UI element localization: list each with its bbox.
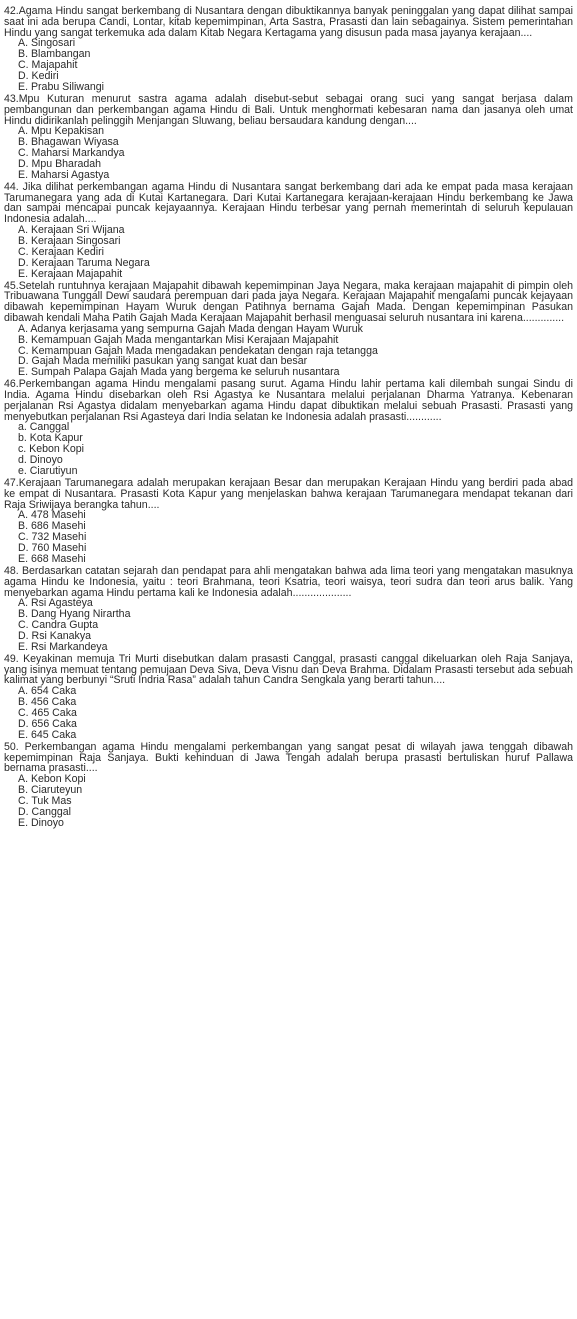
answer-options xyxy=(18,38,573,93)
question-47 xyxy=(4,478,573,565)
answer-option: D. Gajah Mada memiliki pasukan yang sangat kuat dan besar xyxy=(18,355,308,368)
answer-option: B. 686 Masehi xyxy=(18,520,86,533)
answer-options xyxy=(18,126,573,181)
question-46 xyxy=(4,379,573,477)
question-text: 46.Perkembangan agama Hindu mengalami pasang surut. Agama Hindu lahir pertama kali dilembah sungai Sindu di India. Agama Hindu disebarkan oleh Rsi Agastya ke Nusantara melalui perjalanan Dharma Yatranya. Kebenaran perjalanan Rsi Agastya didalam menyebarkan agama Hindu dapat dibuktikan melalui sebuah Prasasti. Prasasti yang menyebutkan perjalanan Rsi Agasteya dari India selatan ke Indonesia adalah prasasti............ xyxy=(4,378,573,423)
answer-option: C. 465 Caka xyxy=(18,707,77,720)
answer-option: a. Canggal xyxy=(18,421,70,434)
question-48 xyxy=(4,566,573,653)
answer-option: D. 656 Caka xyxy=(18,717,77,730)
answer-option: C. Kemampuan Gajah Mada mengadakan pendekatan dengan raja tetangga xyxy=(18,344,378,357)
answer-option: A. 654 Caka xyxy=(18,685,77,698)
answer-option: A. Rsi Agasteya xyxy=(18,597,93,610)
answer-option: C. Majapahit xyxy=(18,59,78,72)
answer-option: b. Kota Kapur xyxy=(18,432,83,445)
answer-options xyxy=(18,225,573,280)
question-text: 43.Mpu Kuturan menurut sastra agama adalah disebut-sebut sebagai orang suci yang sangat berjasa dalam pembangunan dan perkembangan agama Hindu di Bali. Untuk menghormati kebesaran nama dan jasanya oleh umat Hindu didirikanlah pelinggih Menjangan Sluwang, beliau bersaudara kandung dengan.... xyxy=(4,92,573,127)
answer-options xyxy=(18,598,573,653)
answer-option: D. Kediri xyxy=(18,70,59,83)
answer-option: C. Candra Gupta xyxy=(18,619,99,632)
answer-options xyxy=(18,686,573,741)
answer-option: B. Dang Hyang Nirartha xyxy=(18,608,131,621)
question-43 xyxy=(4,94,573,181)
question-text: 50. Perkembangan agama Hindu mengalami perkembangan yang sangat pesat di wilayah jawa tenggah dibawah kepemimpinan Raja Sanjaya. Bukti kehinduan di Jawa Tengah adalah berupa prasasti bertuliskan huruf Pallawa bernama prasasti.... xyxy=(4,740,573,775)
answer-option: E. 668 Masehi xyxy=(18,553,86,566)
question-44 xyxy=(4,182,573,280)
answer-option: E. Prabu Siliwangi xyxy=(18,81,104,94)
question-42 xyxy=(4,6,573,93)
answer-option: A. Kerajaan Sri Wijana xyxy=(18,224,125,237)
answer-options xyxy=(18,324,573,379)
answer-option: E. Rsi Markandeya xyxy=(18,640,108,653)
answer-option: A. Singosari xyxy=(18,37,76,50)
answer-option: B. Blambangan xyxy=(18,48,91,61)
question-text: 45.Setelah runtuhnya kerajaan Majapahit dibawah kepemimpinan Jaya Negara, maka kerajaan majapahit di pimpin oleh Tribuawana Tunggall Dewi saudara perempuan dari pada jaya Negara. Kerajaan Majapahit mengalami puncak kejayaan dibawah kepemimpinan Hayam Wuruk dengan Patihnya bernama Gajah Mada. Dengan kepemimpinan Pasukan dibawah kendali Maha Patih Gajah Mada Kerajaan Majapahit berhasil menguasai seluruh nusantara ini karena.............. xyxy=(4,279,573,324)
answer-option: D. Rsi Kanakya xyxy=(18,630,92,643)
answer-option: D. Mpu Bharadah xyxy=(18,158,102,171)
answer-option: D. 760 Masehi xyxy=(18,542,87,555)
answer-option: A. Kebon Kopi xyxy=(18,773,86,786)
answer-option: E. Maharsi Agastya xyxy=(18,168,110,181)
question-text: 44. Jika dilihat perkembangan agama Hindu di Nusantara sangat berkembang dari ada ke empat pada masa kerajaan Tarumanegara yang ada di Kutai Kartanegara. Dari Kutai Kartanegara kerajaan-kerajaan Hindu berkembang ke Jawa dan sampai mencapai puncak kejayaannya. Kerajaan Hindu terbesar yang pernah memerintah di seluruh kepulauan Indonesia adalah.... xyxy=(4,180,573,226)
answer-option: E. Kerajaan Majapahit xyxy=(18,267,123,280)
answer-option: B. Bhagawan Wiyasa xyxy=(18,136,119,149)
answer-option: e. Ciarutiyun xyxy=(18,465,78,478)
answer-option: B. Kerajaan Singosari xyxy=(18,234,121,247)
answer-option: A. Adanya kerjasama yang sempurna Gajah Mada dengan Hayam Wuruk xyxy=(18,322,363,335)
question-text: 47.Kerajaan Tarumanegara adalah merupakan kerajaan Besar dan merupakan Kerajaan Hindu yang berdiri pada abad ke empat di Nusantara. Prasasti Kota Kapur yang menjelaskan bahwa kerajaan Tarumanegara mendapat tekanan dari Raja Sriwijaya berangka tahun.... xyxy=(4,477,573,511)
question-45 xyxy=(4,281,573,379)
answer-option: A. 478 Masehi xyxy=(18,509,86,522)
question-49 xyxy=(4,654,573,741)
question-text: 48. Berdasarkan catatan sejarah dan pendapat para ahli mengatakan bahwa ada lima teori yang mengatakan masuknya agama Hindu ke Indonesia, yaitu : teori Brahmana, teori Ksatria, teori waisya, teori sudra dan teori arus balik. Yang menyebarkan agama Hindu pertama kali ke Indonesia adalah.................... xyxy=(4,564,573,599)
answer-option: B. Ciaruteyun xyxy=(18,784,83,797)
answer-options xyxy=(18,422,573,477)
answer-option: E. Sumpah Palapa Gajah Mada yang bergema ke seluruh nusantara xyxy=(18,366,340,379)
answer-option: c. Kebon Kopi xyxy=(18,443,84,456)
answer-option: E. 645 Caka xyxy=(18,728,77,741)
question-text: 42.Agama Hindu sangat berkembang di Nusantara dengan dibuktikannya banyak peninggalan yang dapat dilihat sampai saat ini ada berupa Candi, Lontar, kitab kepemimpinan, Arta Sastra, Prasasti dan lain sebagainya. Sistem pemerintahan Hindu yang sangat terkemuka ada dalam Kitab Negara Kertagama yang disusun pada masa jayanya kerajaan.... xyxy=(4,5,573,39)
answer-option: A. Mpu Kepakisan xyxy=(18,125,104,138)
question-50 xyxy=(4,742,573,829)
question-text: 49. Keyakinan memuja Tri Murti disebutkan dalam prasasti Canggal, prasasti canggal dikeluarkan oleh Raja Sanjaya, yang isinya memuat tentang pemujaan Deva Siva, Deva Visnu dan Deva Brahma. Didalam Prasasti tersebut ada sebuah kalimat yang berbunyi “Sruti Indria Rasa” adalah tahun Candra Sengkala yang berarti tahun.... xyxy=(4,652,573,687)
answer-option: C. Maharsi Markandya xyxy=(18,147,125,160)
answer-options xyxy=(18,510,573,565)
answer-option: B. 456 Caka xyxy=(18,696,77,709)
answer-options xyxy=(18,774,573,829)
answer-option: C. Tuk Mas xyxy=(18,794,72,807)
answer-option: D. Kerajaan Taruma Negara xyxy=(18,256,150,269)
answer-option: B. Kemampuan Gajah Mada mengantarkan Misi Kerajaan Majapahit xyxy=(18,333,339,346)
answer-option: d. Dinoyo xyxy=(18,454,63,467)
answer-option: E. Dinoyo xyxy=(18,816,64,829)
answer-option: D. Canggal xyxy=(18,805,71,818)
answer-option: C. Kerajaan Kediri xyxy=(18,245,104,258)
answer-option: C. 732 Masehi xyxy=(18,531,87,544)
